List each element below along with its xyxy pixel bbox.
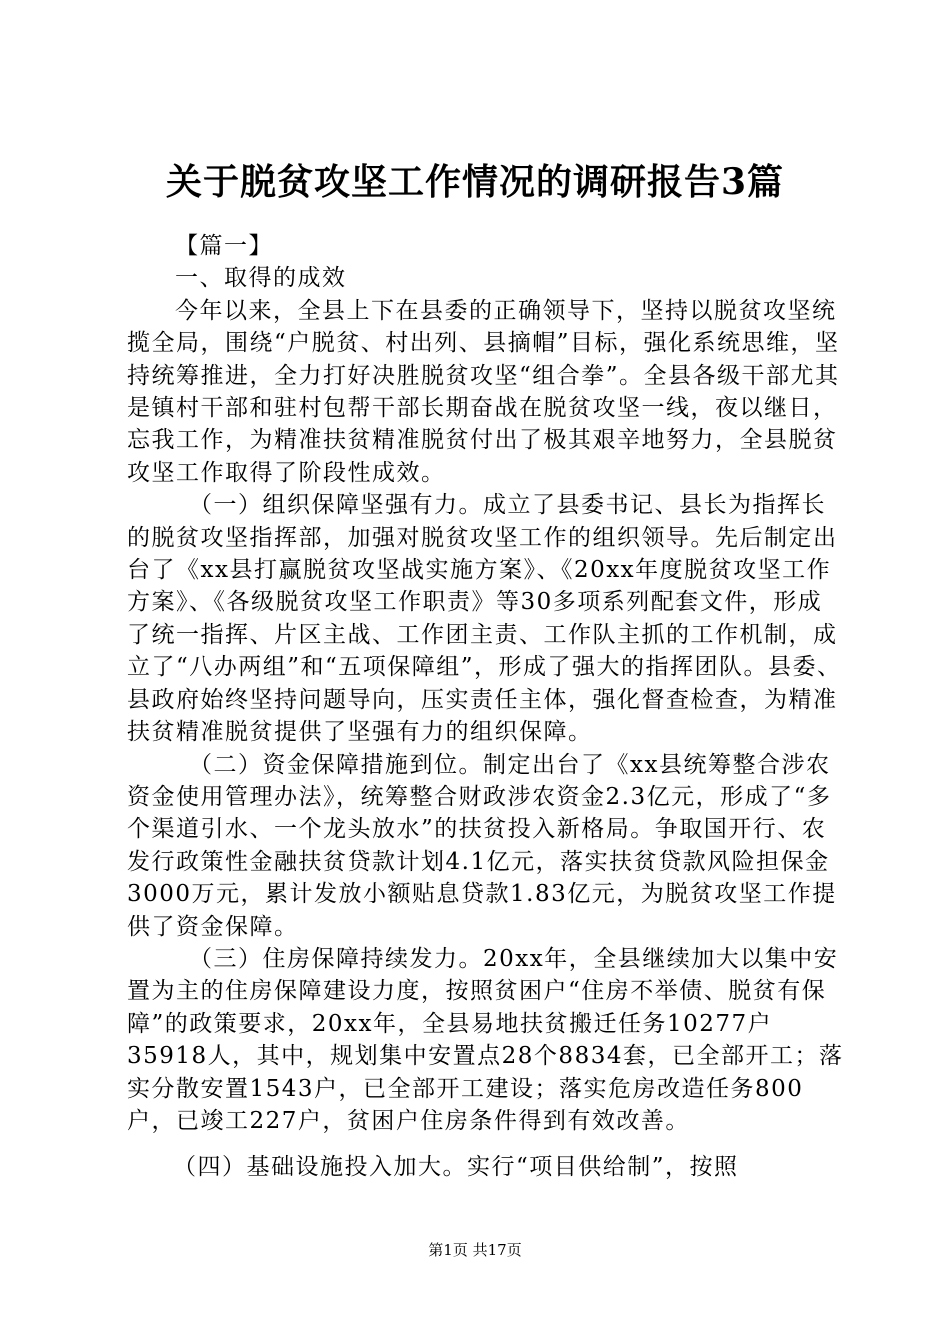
document-body [127, 230, 845, 1184]
document-title: 关于脱贫攻坚工作情况的调研报告3篇 [165, 161, 785, 203]
paragraph-organization: （一）组织保障坚强有力。成立了县委书记、县长为指挥长的脱贫攻坚指挥部，加强对脱贫攻坚工作的组织领导。先后制定出台了《xx县打赢脱贫攻坚战实施方案》、《20xx年度脱贫攻坚工作方案》、《各级脱贫攻坚工作职责》等30多项系列配套文件，形成了统一指挥、片区主战、工作团主责、工作队主抓的工作机制，成立了“八办两组”和“五项保障组”，形成了强大的指挥团队。县委、县政府始终坚持问题导向，压实责任主体，强化督查检查，为精准扶贫精准脱贫提供了坚强有力的组织保障。 [127, 492, 842, 746]
heading-achievements: 一、取得的成效 [175, 265, 347, 292]
paragraph-infrastructure: （四）基础设施投入加大。实行“项目供给制”，按照 [173, 1154, 739, 1181]
section-label: 【篇一】 [175, 233, 273, 259]
paragraph-intro: 今年以来，全县上下在县委的正确领导下，坚持以脱贫攻坚统揽全局，围绕“户脱贫、村出列、县摘帽”目标，强化系统思维，坚持统筹推进，全力打好决胜脱贫攻坚“组合拳”。全县各级干部尤其是镇村干部和驻村包帮干部长期奋战在脱贫攻坚一线，夜以继日，忘我工作，为精准扶贫精准脱贫付出了极其艰辛地努力，全县脱贫攻坚工作取得了阶段性成效。 [127, 297, 840, 486]
paragraph-funding: （二）资金保障措施到位。制定出台了《xx县统筹整合涉农资金使用管理办法》，统筹整合财政涉农资金2.3亿元，形成了“多个渠道引水、一个龙头放水”的扶贫投入新格局。争取国开行、农发行政策性金融扶贫贷款计划4.1亿元，落实扶贫贷款风险担保金3000万元，累计发放小额贴息贷款1.83亿元，为脱贫攻坚工作提供了资金保障。 [127, 751, 837, 940]
page-footer: 第1页 共17页 [428, 1241, 522, 1259]
paragraph-housing: （三）住房保障持续发力。20xx年，全县继续加大以集中安置为主的住房保障建设力度，按照贫困户“住房不举债、脱贫有保障”的政策要求，20xx年，全县易地扶贫搬迁任务10277户35918人，其中，规划集中安置点28个8834套，已全部开工；落实分散安置1543户，已全部开工建设；落实危房改造任务800户，已竣工227户，贫困户住房条件得到有效改善。 [127, 945, 844, 1134]
